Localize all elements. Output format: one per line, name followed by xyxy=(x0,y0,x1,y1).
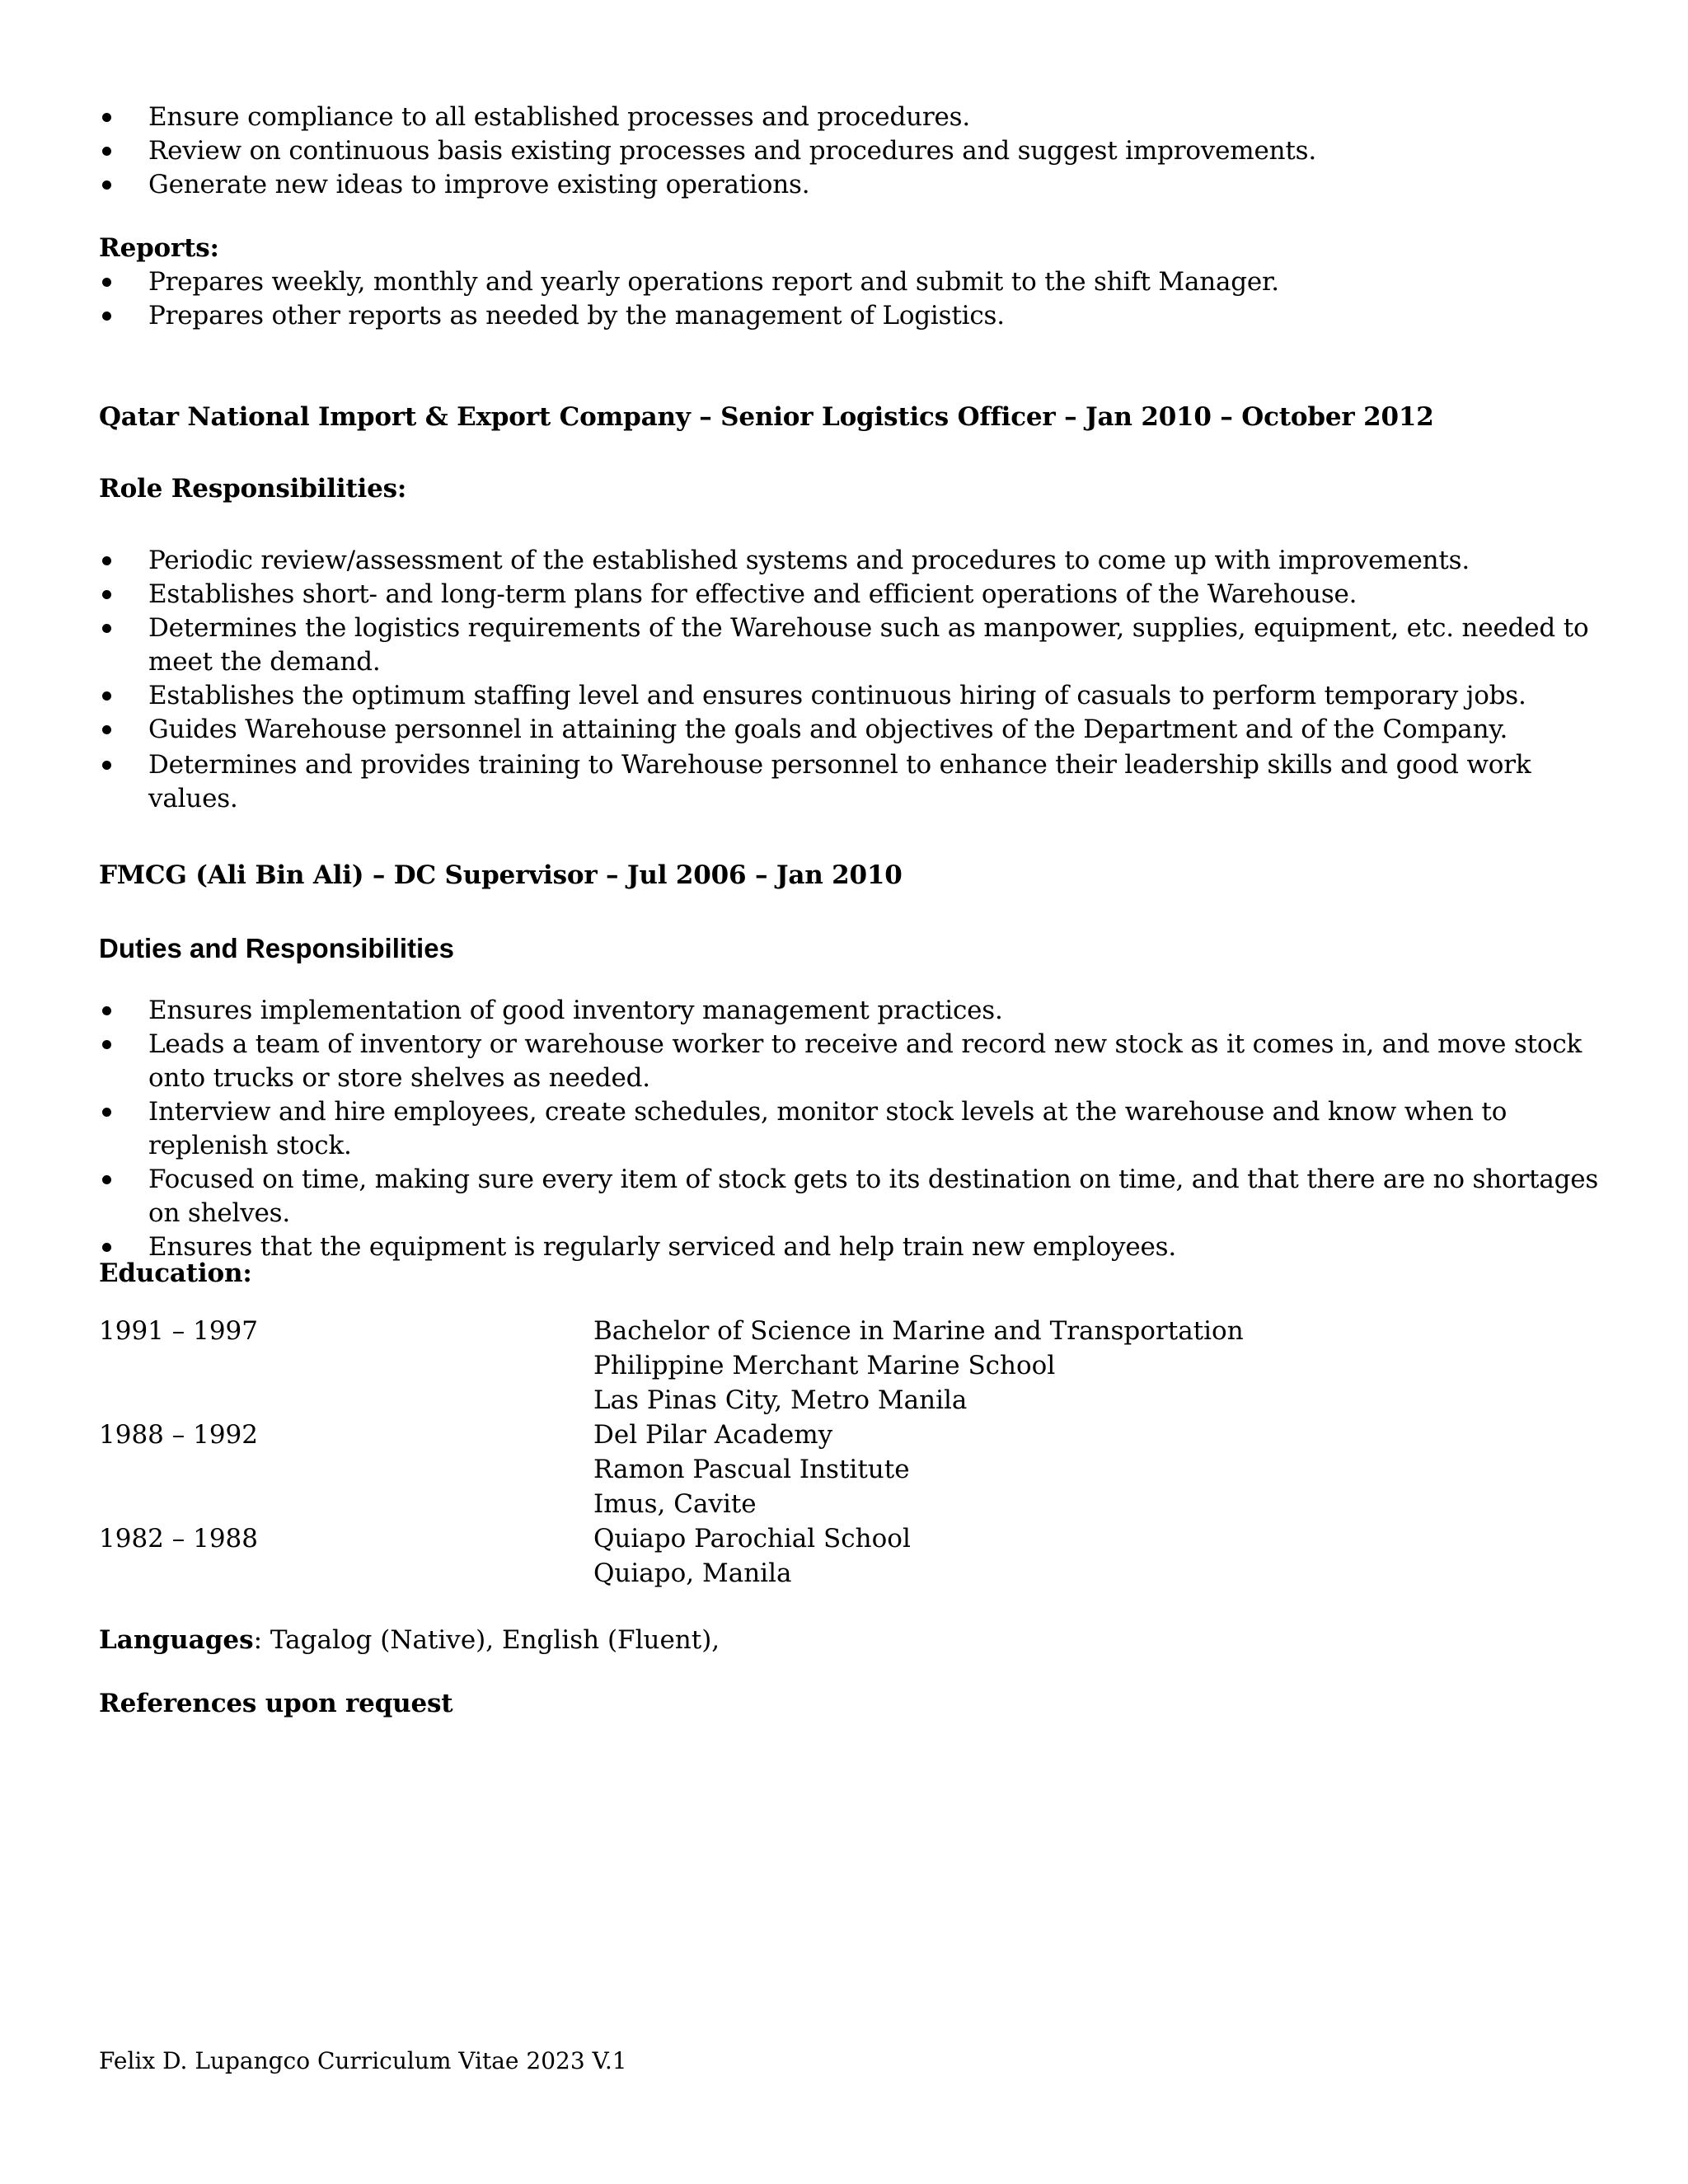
reports-heading: Reports: xyxy=(99,233,219,263)
education-row xyxy=(99,1314,1418,1348)
education-heading: Education: xyxy=(99,1258,252,1288)
bullet-icon xyxy=(102,1175,111,1184)
job2-title: FMCG (Ali Bin Ali) – DC Supervisor – Jul 2006 – Jan 2010 xyxy=(99,860,903,890)
job1-title: Qatar National Import & Export Company – Senior Logistics Officer – Jan 2010 – October 2012 xyxy=(99,402,1434,432)
references-note: References upon request xyxy=(99,1689,453,1718)
list-item: Ensures implementation of good inventory management practices. xyxy=(99,994,1599,1028)
education-row xyxy=(99,1383,1418,1418)
bullet-icon xyxy=(102,312,111,321)
list-item: Interview and hire employees, create schedules, monitor stock levels at the warehouse and know when to replenish stock. xyxy=(99,1095,1599,1163)
bullet-icon xyxy=(102,1108,111,1117)
bullet-icon xyxy=(102,147,111,156)
education-table xyxy=(99,1314,1418,1591)
job1-responsibilities xyxy=(99,544,1599,816)
list-item: Determines the logistics requirements of the Warehouse such as manpower, supplies, equipment, etc. needed to meet the demand. xyxy=(99,612,1599,679)
list-item: Leads a team of inventory or warehouse worker to receive and record new stock as it comes in, and move stock onto trucks or store shelves as needed. xyxy=(99,1028,1599,1095)
process-duties-list xyxy=(99,101,1599,202)
languages-value: : Tagalog (Native), English (Fluent), xyxy=(253,1625,720,1655)
job2-responsibilities xyxy=(99,994,1599,1264)
process-duties-section xyxy=(99,101,1599,202)
education-line: Quiapo, Manila xyxy=(593,1558,792,1588)
education-line: Philippine Merchant Marine School xyxy=(593,1351,1056,1380)
bullet-icon xyxy=(102,590,111,599)
list-item: Establishes short- and long-term plans for effective and efficient operations of the Warehouse. xyxy=(99,578,1599,612)
education-row xyxy=(99,1487,1418,1521)
bullet-icon xyxy=(102,278,111,287)
education-line: Las Pinas City, Metro Manila xyxy=(593,1385,968,1415)
education-years: 1982 – 1988 xyxy=(99,1524,258,1554)
education-years: 1991 – 1997 xyxy=(99,1316,258,1346)
bullet-icon xyxy=(102,761,111,770)
bullet-icon xyxy=(102,113,111,122)
job2-list xyxy=(99,994,1599,1264)
education-row xyxy=(99,1452,1418,1487)
education-row xyxy=(99,1556,1418,1591)
education-line: Bachelor of Science in Marine and Transportation xyxy=(593,1316,1244,1346)
bullet-icon xyxy=(102,1243,111,1252)
education-line: Quiapo Parochial School xyxy=(593,1524,911,1554)
bullet-icon xyxy=(102,624,111,633)
job1-list xyxy=(99,544,1599,816)
list-item: Determines and provides training to Warehouse personnel to enhance their leadership skills and good work values. xyxy=(99,748,1599,816)
education-line: Ramon Pascual Institute xyxy=(593,1455,910,1484)
job1-subheading: Role Responsibilities: xyxy=(99,474,407,504)
list-item: Periodic review/assessment of the established systems and procedures to come up with improvements. xyxy=(99,544,1599,578)
list-item: Prepares weekly, monthly and yearly operations report and submit to the shift Manager. xyxy=(99,265,1599,299)
reports-section xyxy=(99,232,1599,333)
list-item: Ensure compliance to all established processes and procedures. xyxy=(99,101,1599,134)
list-item: Ensures that the equipment is regularly serviced and help train new employees. xyxy=(99,1230,1599,1264)
list-item: Generate new ideas to improve existing operations. xyxy=(99,168,1599,202)
job2-subheading: Duties and Responsibilities xyxy=(99,933,454,963)
education-row xyxy=(99,1348,1418,1383)
page-footer: Felix D. Lupangco Curriculum Vitae 2023 V.1 xyxy=(99,2047,627,2074)
bullet-icon xyxy=(102,1006,111,1015)
bullet-icon xyxy=(102,1040,111,1049)
bullet-icon xyxy=(102,691,111,701)
list-item: Guides Warehouse personnel in attaining the goals and objectives of the Department and of the Company. xyxy=(99,713,1599,747)
reports-list xyxy=(99,265,1599,333)
languages-label: Languages xyxy=(99,1625,254,1655)
education-years: 1988 – 1992 xyxy=(99,1420,258,1450)
education-row xyxy=(99,1521,1418,1556)
languages-line xyxy=(99,1624,1599,1657)
list-item: Prepares other reports as needed by the management of Logistics. xyxy=(99,299,1599,333)
bullet-icon xyxy=(102,725,111,734)
education-line: Del Pilar Academy xyxy=(593,1420,833,1450)
bullet-icon xyxy=(102,556,111,565)
education-line: Imus, Cavite xyxy=(593,1489,757,1519)
list-item: Review on continuous basis existing processes and procedures and suggest improvements. xyxy=(99,134,1599,168)
bullet-icon xyxy=(102,180,111,190)
list-item: Focused on time, making sure every item of stock gets to its destination on time, and that there are no shortages on shelves. xyxy=(99,1163,1599,1230)
education-row xyxy=(99,1418,1418,1452)
list-item: Establishes the optimum staffing level and ensures continuous hiring of casuals to perform temporary jobs. xyxy=(99,679,1599,713)
